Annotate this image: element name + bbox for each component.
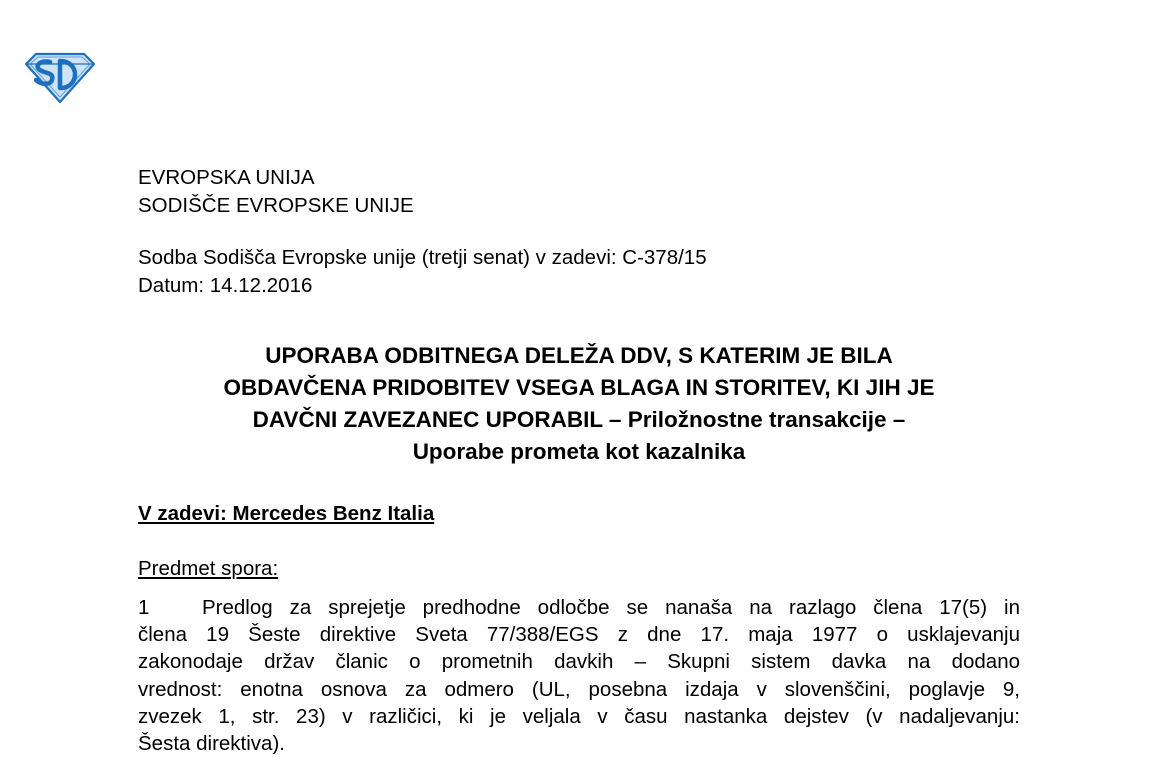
title-line-3: DAVČNI ZAVEZANEC UPORABIL – Priložnostne transakcije – [252, 407, 906, 432]
title-line-4: Uporabe prometa kot kazalnika [412, 439, 746, 464]
judgment-reference: Sodba Sodišča Evropske unije (tretji senat) v zadevi: C-378/15 [138, 246, 707, 269]
case-subject: V zadevi: Mercedes Benz Italia [138, 502, 435, 525]
title-line-2: OBDAVČENA PRIDOBITEV VSEGA BLAGA IN STORITEV, KI JIH JE [223, 375, 935, 400]
paragraph-1 [138, 594, 1020, 757]
paragraph-line: zvezek 1, str. 23) v različici, ki je veljala v času nastanka dejstev (v nadaljevanju: [138, 704, 1020, 728]
document-page [138, 164, 1020, 756]
section-heading: Predmet spora: [138, 557, 279, 580]
paragraph-line: vrednost: enotna osnova za odmero (UL, posebna izdaja v slovenščini, poglavje 9, [138, 677, 1020, 701]
judgment-date: Datum: 14.12.2016 [138, 274, 313, 297]
paragraph-number: 1 [138, 596, 150, 619]
court-shield-logo-icon [22, 48, 96, 104]
paragraph-line: zakonodaje držav članic o prometnih davkih – Skupni sistem davka na dodano [138, 650, 1020, 674]
institution-line-1: EVROPSKA UNIJA [138, 166, 315, 189]
paragraph-line: Šesta direktiva). [138, 732, 285, 756]
paragraph-line: 1 Predlog za sprejetje predhodne odločbe se nanaša na razlago člena 17(5) in [138, 594, 1020, 621]
document-title [138, 340, 1020, 468]
paragraph-line: člena 19 Šeste direktive Sveta 77/388/EGS z dne 17. maja 1977 o usklajevanju [138, 623, 1020, 647]
institution-line-2: SODIŠČE EVROPSKE UNIJE [138, 194, 414, 217]
title-line-1: UPORABA ODBITNEGA DELEŽA DDV, S KATERIM JE BILA [265, 343, 893, 368]
